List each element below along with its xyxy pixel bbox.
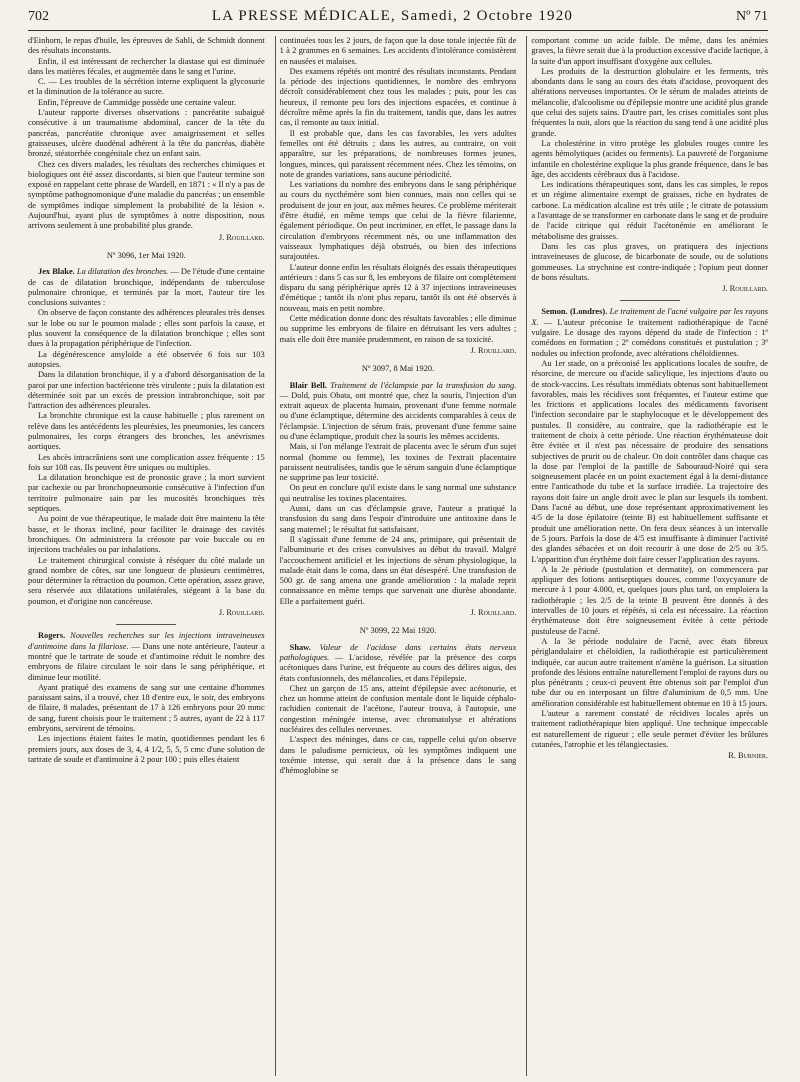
paragraph: Des examens répétés ont montré des résultats inconstants. Pendant la période des injections quotidiennes, le nombre des embryons décroît considérablement chez tous les malades ; puis, pour les cas heureux, il remonte peu lors des injections espacées, et continue à décroître même après la fin du traitement, tandis que, dans les autres cas, il remonte au taux initial. xyxy=(279,66,517,128)
paragraph: Les indications thérapeutiques sont, dans les cas simples, le repos et un régime alimentaire exempt de graisses, riche en hydrates de carbone. La médication alcaline est très utile ; le citrate de potassium a l'avantage de se transformer en carbonate dans le sang et de produire de l'acide citrique qui réduit l'acétonémie en améliorant le métabolisme des graisses. xyxy=(531,180,769,241)
text-columns xyxy=(28,36,768,1076)
journal-title: LA PRESSE MÉDICALE, Samedi, 2 Octobre 1920 xyxy=(211,8,574,24)
paragraph: Les produits de la destruction globulaire et les ferments, très abondants dans le sang au cours des états d'acidose, provoquent des altérations nerveuses importantes. Or le sérum de malades atteints de mélancolie, d'alcoolisme ou d'épilepsie montre une acidité plus grande que celui des sujets sains. D'autre part, les crises comitiales sont plus fréquentes la nuit, alors que la réaction du sang tend à une acidité plus grande. xyxy=(531,66,769,138)
article-author: Semon. (Londres). xyxy=(541,307,608,317)
paragraph: Le traitement chirurgical consiste à réséquer du côté malade un grand nombre de côtes, sur une longueur de plusieurs centimètres, pour déterminer la rétraction du poumon. Cette opération, assez grave, sera réservée aux dilatations unilatérales, siégeant à la base du poumon, et d'origine non cancéreuse. xyxy=(28,555,265,606)
column-1 xyxy=(28,36,265,1076)
paragraph: Cette médication donne donc des résultats favorables ; elle diminue ou supprime les embryons de filaire en détruisant les vers adultes ; mais elle doit être maniée prudemment, en raison de sa toxicité. xyxy=(279,314,517,344)
paragraph: Dans les cas plus graves, on pratiquera des injections intraveineuses de glucose, de bicarbonate de soude, ou de solutions gommeuses. La strychnine est contre-indiquée ; l'opium peut donner de bons résultats. xyxy=(531,241,769,282)
paragraph: Enfin, il est intéressant de rechercher la diastase qui est diminuée dans les matières fécales, et augmentée dans le sang et l'urine. xyxy=(28,56,265,76)
signature: J. Rouillard. xyxy=(218,608,265,618)
article-author: Rogers. xyxy=(38,631,66,641)
paragraph: — L'auteur préconise le traitement radiothérapique de l'acné vulgaire. Le dosage des rayons dépend du stade de l'infection : 1º comédons en formation ; 2º comédons constitués et pustulation ; 3º nodules ou infection profonde, avec altérations chéloïdiennes. xyxy=(531,317,769,358)
paragraph: Enfin, l'épreuve de Cammidge possède une certaine valeur. xyxy=(38,97,237,107)
header-rule xyxy=(28,30,768,31)
article-author: Shaw. xyxy=(289,642,311,652)
paragraph: Les abcès intracrâniens sont une complication assez fréquente : 15 fois sur 108 cas. Ils peuvent être uniques ou multiples. xyxy=(28,452,265,472)
paragraph: — Dans une note antérieure, l'auteur a montré que le tartrate de soude et d'antimoine réduit le nombre des embryons de filaire circulant le soir dans le sang périphérique, et diminue leur motilité. xyxy=(28,641,265,682)
article-title: Traitement de l'éclampsie par la transfusion du sang. xyxy=(330,380,517,390)
paragraph: La dégénérescence amyloïde a été observée 6 fois sur 103 autopsies. xyxy=(28,349,265,369)
paragraph: continuées tous les 2 jours, de façon que la dose totale injectée fût de 1 à 2 grammes en 6 semaines. Les accidents d'intolérance consistèrent en nausées et malaises. xyxy=(279,36,517,66)
signature: J. Rouillard. xyxy=(470,345,517,355)
article-title: Le traitement de l'acné vulgaire par les rayons X. xyxy=(531,307,769,327)
section-separator xyxy=(620,300,680,301)
column-2 xyxy=(275,36,517,1076)
paragraph: La cholestérine in vitro protège les globules rouges contre les agents hémolytiques (acides ou ferments). La pauvreté de l'organisme infantile en cholestérine explique la plus grande fréquence, dans le bas âge, des accidents cérébraux dus à l'acidose. xyxy=(531,138,769,179)
article-title: La dilatation des bronches. xyxy=(76,267,169,277)
paragraph: Chez un garçon de 15 ans, atteint d'épilepsie avec acétonurie, et chez un homme atteint de confusion mentale dont le liquide céphalo-rachidien contenait de l'acétone, l'auteur trouva, à l'autopsie, une congestion méningée intense, avec chromatolyse et altérations nucléaires des cellules nerveuses. xyxy=(279,683,517,734)
column-3 xyxy=(526,36,768,1076)
paragraph: On observe de façon constante des adhérences pleurales très denses sur le lobe ou sur le poumon malade ; elles sont parfois la cause, et plus souvent la conséquence de la dilatation bronchique ; elles sont dues à la propagation périphérique de l'infection. xyxy=(28,308,265,349)
article-author: Blair Bell. xyxy=(289,380,327,390)
article-author: Jex Blake. xyxy=(38,267,75,277)
reference-number: Nº 3096, 1er Mai 1920. xyxy=(106,250,186,260)
paragraph: L'auteur rapporte diverses observations : pancréatite subaiguë consécutive à un traumatisme abdominal, cancer de la tête du pancréas, pancréatite chronique avec amaigrissement et selles graisseuses, ulcère duodénal adhérent à la tête du pancréas, diabète bronzé, stéatorrhée congénitale chez un enfant sain. xyxy=(28,108,265,159)
paragraph: A la 3e période nodulaire de l'acné, avec états fibreux périglandulaire et chéloïdien, la radiothérapie est particulièrement indiquée, car aucun autre traitement n'amène la guérison. La situation profonde des lésions entraîne naturellement l'emploi de rayons durs ou plus pénétrants ; ceux-ci peuvent être obtenus soit par l'emploi d'un tube dur ou en interposant un filtre d'aluminium de 0,5 mm. Une amélioration considérable est habituellement obtenue en 10 à 15 jours. xyxy=(531,636,769,708)
page-header xyxy=(28,8,768,30)
paragraph: Ayant pratiqué des examens de sang sur une centaine d'hommes paraissant sains, il a trouvé, chez 18 d'entre eux, le soir, des embryons de filaire, 8 malades, présentant de 17 à 126 embryons pour 20 mmc de sang, furent choisis pour le traitement ; 5 autres, ayant de 22 à 117 embryons, servirent de témoins. xyxy=(28,682,265,733)
paragraph: Il s'agissait d'une femme de 24 ans, primipare, qui présentait de l'albuminurie et des crises convulsives au début du travail. Malgré l'accouchement artificiel et les injections de sérum physiologique, la malade était dans le coma, dans un état désespéré. Une transfusion de 500 gr. de sang amena une grande amélioration : la malade reprit connaissance en même temps que survenait une diurèse abondante. Elle a parfaitement guéri. xyxy=(279,534,517,606)
paragraph: La bronchite chronique est la cause habituelle ; plus rarement on relève dans les antécédents les pleurésies, les pneumonies, les cancers pulmonaires, les corps étrangers des bronches, les anévrismes aortiques. xyxy=(28,411,265,452)
reference-number: Nº 3097, 8 Mai 1920. xyxy=(361,364,435,374)
paragraph: On peut en conclure qu'il existe dans le sang normal une substance qui neutralise les toxines placentaires. xyxy=(279,483,517,503)
article-title: Nouvelles recherches sur les injections intraveineuses d'antimoine dans la filariose. xyxy=(28,631,265,651)
signature: R. Burnier. xyxy=(728,751,769,761)
signature: J. Rouillard. xyxy=(722,284,769,294)
paragraph: Les injections étaient faites le matin, quotidiennes pendant les 6 premiers jours, aux doses de 3, 4, 4 1/2, 5, 5, 5 cmc d'une solution de tartrate de soude et d'antimoine à 2 pour 100 ; puis elles étaient xyxy=(28,734,265,764)
paragraph: — De l'étude d'une centaine de cas de dilatation bronchique, indépendants de tuberculose pulmonaire chronique, et terminés par la mort, l'auteur tire les conclusions suivantes : xyxy=(28,267,265,308)
signature: J. Rouillard. xyxy=(218,232,265,242)
issue-number: Nº 71 xyxy=(736,9,768,24)
signature: J. Rouillard. xyxy=(470,608,517,618)
paragraph: C. — Les troubles de la sécrétion interne expliquent la glycosurie et la diminution de la tolérance au sucre. xyxy=(28,77,265,97)
paragraph: Au point de vue thérapeutique, le malade doit être maintenu la tête basse, et le thorax incliné, pour faciliter le drainage des cavités bronchiques. On administrera la créosote par voie buccale ou en injections trachéales ou par inhalations. xyxy=(28,514,265,555)
paragraph: L'auteur a rarement constaté de récidives locales après un traitement radiothérapique bien appliqué. Une technique impeccable est naturellement de rigueur ; elle seule permet d'éviter les brûlures cutanées, l'atrophie et les télangiectasies. xyxy=(531,709,769,749)
paragraph: Au 1er stade, on a préconisé les applications locales de soufre, de résorcine, de mercure ou d'acide salicylique, les injections d'auto ou de stock-vaccins. Les résultats immédiats obtenus sont habituellement favorables, mais les récidives sont fréquentes, et l'auteur estime que les frictions et applications locales des médicaments favorisent l'infection secondaire par le staphylocoque et le développement des pustules. Il considère, au contraire, que la radiothérapie est le traitement de choix à cette période. Une réaction érythémateuse doit être évitée et il n'est pas nécessaire de produire des sensations subjectives de prurit ou de chaleur. On doit contrôler dans chaque cas la dose par l'emploi de la pastille de Sabouraud-Noiré qui sera soigneusement placée en un point exactement égal à la demi-distance entre l'anticathode du tube et la surface irradiée. La trajectoire des rayons doit faire un angle droit avec le plan sur lesquels ils tombent. Dans l'acné au début, une dose représentant approximativement les 4/5 de la dose épilatoire (teinte B) est habituellement suffisante et produit une amélioration nette. On fera deux séances à un intervalle de 5 jours. Parfois la dose de 4/5 est insuffisante à diminuer l'activité des glandes sébacées et on doit recourir à une dose de 2/5 ou 3/5. L'apparition d'un érythème doit faire cesser l'application des rayons. xyxy=(531,358,769,564)
reference-number: Nº 3099, 22 Mai 1920. xyxy=(359,626,437,636)
paragraph: — L'acidose, révélée par la présence des corps acétoniques dans l'urine, est fréquente au cours des délires aigus, des états confusionnels, des mélancolies, et dans l'épilepsie. xyxy=(279,652,517,683)
article-title: Valeur de l'acidose dans certains états nerveux pathologiques. xyxy=(279,642,517,662)
page-number: 702 xyxy=(28,9,49,24)
paragraph: d'Einhorn, le repas d'huile, les épreuves de Sahli, de Schmidt donnent des résultats inconstants. xyxy=(28,36,265,56)
paragraph: Chez ces divers malades, les résultats des recherches chimiques et biologiques ont été assez discordants, si bien que l'auteur termine son exposé en rappelant cette phrase de Wardell, en 1871 : « Il n'y a pas de symptôme pathognomonique d'une maladie du pancréas ; un ensemble de symptômes indique simplement la probabilité de la lésion ». Aujourd'hui, ayant plus de symptômes à notre disposition, nous arrivons seulement à une probabilité plus grande. xyxy=(28,159,265,231)
paragraph: comportant comme un acide faible. De même, dans les anémies graves, la fièvre serait due à la production excessive d'acide lactique, à la suite d'un apport insuffisant d'oxygène aux cellules. xyxy=(531,36,769,66)
paragraph: Dans la dilatation bronchique, il y a d'abord désorganisation de la paroi par une infection bactérienne très virulente ; puis la dilatation est déterminée soit par un excès de pression intrabronchique, soit par l'attraction des adhérences pleurales. xyxy=(28,370,265,411)
section-separator xyxy=(116,624,176,625)
paragraph: L'aspect des méninges, dans ce cas, rappelle celui qu'on observe dans le paludisme pernicieux, où les symptômes indiquent une toxémie intense, qui serait due à la présence dans le sang d'hémoglobine se xyxy=(279,735,517,776)
paragraph: Mais, si l'on mélange l'extrait de placenta avec le sérum d'un sujet normal (homme ou femme), les toxines de l'extrait placentaire paraissent neutralisées, tandis que le sérum sanguin d'une éclamptique ne supprime pas leur toxicité. xyxy=(279,442,517,483)
paragraph: — Dold, puis Obata, ont montré que, chez la souris, l'injection d'un extrait aqueux de placenta humain, provenant d'une femme normale ou d'une éclamptique, détermine des accidents comparables à ceux de l'éclampsie. L'injection de sérum frais, provenant d'une femme saine ou d'une éclamptique, produit chez la souris les mêmes accidents. xyxy=(279,390,517,441)
paragraph: Aussi, dans un cas d'éclampsie grave, l'auteur a pratiqué la transfusion du sang dans l'espoir d'introduire une antitoxine dans le sang maternel ; le résultat fut satisfaisant. xyxy=(279,504,517,534)
paragraph: L'auteur donne enfin les résultats éloignés des essais thérapeutiques antérieurs : dans 5 cas sur 8, les embryons de filaire ont complètement disparu du sang périphérique après 12 à 37 injections intraveineuses d'émétique ; tantôt ils n'ont plus reparu, tantôt ils ont été observés à nouveau, mais en petit nombre. xyxy=(279,262,517,313)
paragraph: La dilatation bronchique est de pronostic grave ; la mort survient par cachexie ou par bronchopneumonie consécutive à l'infection d'un territoire pulmonaire sain par les mucosités bronchiques très septiques. xyxy=(28,473,265,514)
paragraph: Les variations du nombre des embryons dans le sang périphérique au cours du nycthémère sont bien connues, mais non celles qui se produisent de jour en jour, aux mêmes heures. Ce problème mériterait d'être étudié, en même temps que celui de la fièvre filarienne, également périodique. On peut incriminer, en effet, le passage dans la circulation d'embryons récemment nés, ou une inflammation des vaisseaux lymphatiques déjà obstrués, ou bien des infections surajoutées. xyxy=(279,180,517,262)
paragraph: Il est probable que, dans les cas favorables, les vers adultes femelles ont été détruits ; dans les autres, au contraire, on voit apparaître, sur les préparations, de nombreuses formes jeunes, longues, minces, qui paraissent récemment nées. Chez les témoins, on note de grandes variations, sans aucune périodicité. xyxy=(279,128,517,179)
paragraph: A la 2e période (pustulation et dermatite), on commencera par appliquer des lotions antiseptiques douces, comme l'oxycyanure de mercure à 1 pour 4.000, et, quelques jours plus tard, on emploiera la radiothérapie ; les 2/5 de la teinte B peuvent être donnés à des intervalles de 10 jours et répétés, si cela est nécessaire. La réaction érythémateuse doit être soigneusement évitée à cette période pustuleuse de l'acné. xyxy=(531,564,769,636)
